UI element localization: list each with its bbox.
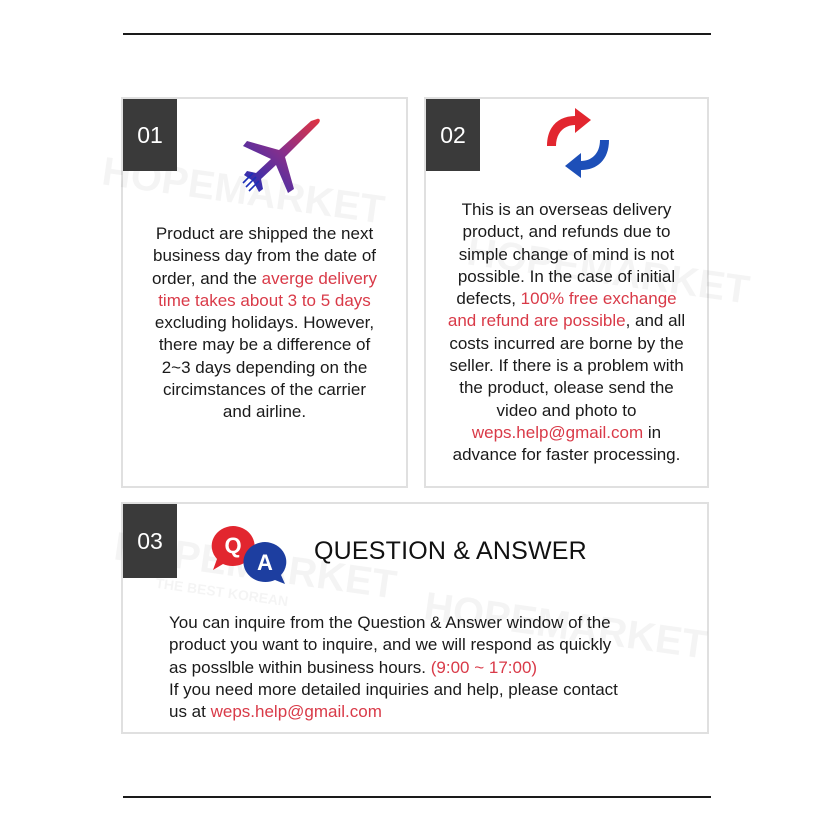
text-line	[426, 400, 707, 422]
body-text-segment: product, and refunds due to	[462, 222, 671, 242]
text-line	[123, 312, 406, 334]
text-line	[426, 444, 707, 466]
body-text-segment: circimstances of the carrier	[162, 380, 367, 400]
text-line	[123, 290, 406, 312]
body-text-segment: costs incurred are borne by the	[449, 333, 684, 353]
qa-description	[169, 612, 699, 723]
text-line	[123, 379, 406, 401]
body-text-segment: simple change of mind is not	[458, 244, 675, 264]
step-number-badge: 03	[123, 504, 177, 578]
text-line	[426, 266, 707, 288]
text-line	[426, 288, 707, 310]
text-line	[169, 679, 699, 701]
text-line	[426, 199, 707, 221]
body-text-segment: us at	[169, 702, 211, 722]
highlight-text: averge delivery	[261, 268, 377, 288]
body-text-segment: Product are shipped the next	[155, 224, 374, 243]
body-text-segment: You can inquire from the Question & Answer window of the	[169, 613, 611, 632]
body-text-segment: in	[643, 422, 662, 442]
refund-info-card	[424, 97, 709, 488]
body-text-segment: , and all	[625, 311, 686, 331]
qa-title: QUESTION & ANSWER	[314, 537, 587, 565]
text-line	[123, 334, 406, 356]
text-line	[123, 268, 406, 290]
body-text-segment: excluding holidays. However,	[154, 313, 375, 333]
text-line	[426, 333, 707, 355]
qa-info-card	[121, 502, 709, 734]
bottom-divider	[123, 796, 711, 798]
body-text-segment: video and photo to	[496, 400, 637, 420]
highlight-text: time takes about 3 to 5 days	[158, 290, 371, 310]
body-text-segment: 2~3 days depending on the	[161, 357, 368, 377]
exchange-arrows-icon	[541, 106, 615, 182]
shipping-description	[123, 223, 406, 424]
body-text-segment: order, and the	[152, 268, 262, 288]
body-text-segment: seller. If there is a problem with	[449, 356, 684, 376]
step-number-badge: 02	[426, 99, 480, 171]
text-line	[426, 377, 707, 399]
highlight-text: weps.help@gmail.com	[471, 422, 644, 442]
highlight-text: and refund are possible	[447, 311, 626, 331]
highlight-text: 100% free exchange	[520, 289, 677, 309]
text-line	[426, 422, 707, 444]
text-line	[123, 245, 406, 267]
body-text-segment: advance for faster processing.	[452, 445, 681, 465]
body-text-segment: and airline.	[222, 402, 307, 422]
body-text-segment: as posslble within business hours.	[169, 657, 431, 677]
body-text-segment: This is an overseas delivery	[461, 200, 672, 219]
shipping-info-card	[121, 97, 408, 488]
body-text-segment: If you need more detailed inquiries and help, please contact	[169, 679, 618, 699]
text-line	[123, 223, 406, 245]
text-line	[169, 657, 699, 679]
body-text-segment: defects,	[456, 289, 521, 309]
highlight-text: (9:00 ~ 17:00)	[430, 657, 538, 677]
text-line	[169, 634, 699, 656]
body-text-segment: there may be a difference of	[158, 335, 371, 355]
body-text-segment: business day from the date of	[152, 246, 377, 266]
text-line	[426, 221, 707, 243]
highlight-text: weps.help@gmail.com	[210, 702, 382, 722]
top-divider	[123, 33, 711, 35]
text-line	[123, 357, 406, 379]
body-text-segment: product you want to inquire, and we will respond as quickly	[169, 635, 612, 655]
text-line	[169, 612, 699, 634]
q-bubble-letter: Q	[224, 533, 242, 558]
refund-description	[426, 199, 707, 467]
text-line	[426, 244, 707, 266]
body-text-segment: possible. In the case of initial	[457, 266, 676, 286]
text-line	[426, 355, 707, 377]
step-number-badge: 01	[123, 99, 177, 171]
body-text-segment: the product, olease send the	[459, 378, 674, 398]
a-bubble-letter: A	[257, 550, 273, 575]
text-line	[169, 701, 699, 723]
airplane-icon	[241, 115, 323, 197]
text-line	[123, 401, 406, 423]
text-line	[426, 310, 707, 332]
qa-speech-bubbles-icon	[209, 524, 293, 586]
